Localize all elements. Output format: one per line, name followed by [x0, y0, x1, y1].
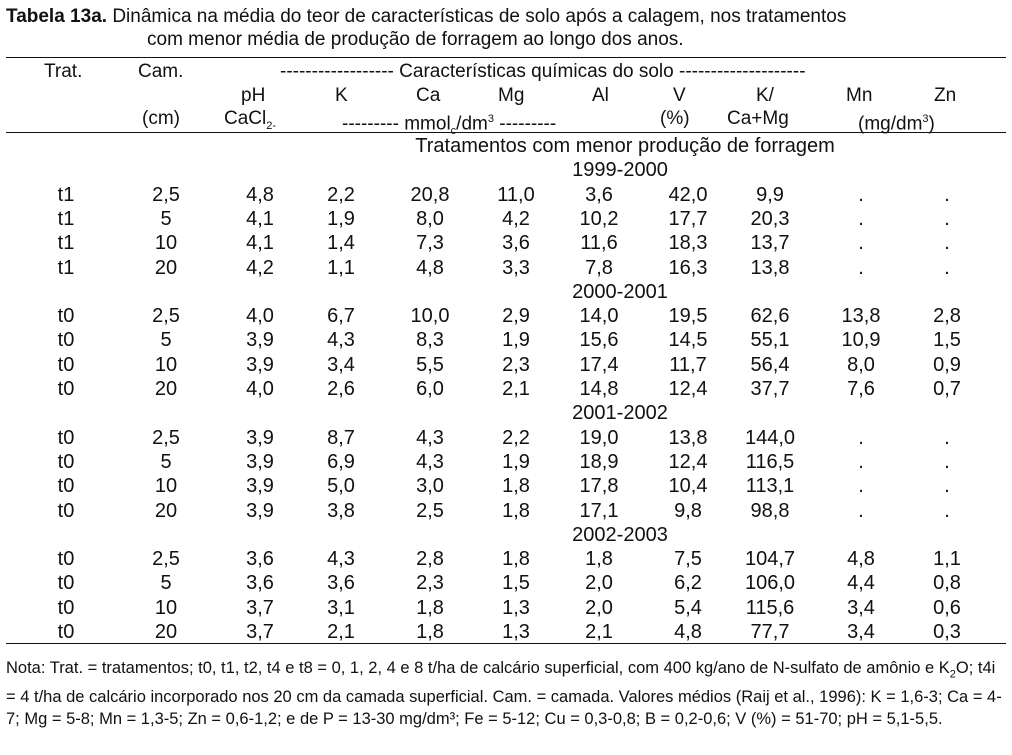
- cell-mg: 1,8: [502, 499, 530, 522]
- cell-cam: 10: [154, 232, 178, 255]
- cell-ph: 3,9: [246, 329, 274, 352]
- cell-ca: 1,8: [416, 596, 444, 619]
- cell-v: 42,0: [668, 183, 708, 206]
- header-v-unit: (%): [660, 108, 690, 129]
- cell-ph: 3,9: [246, 426, 274, 449]
- cell-zn: 0,7: [933, 378, 961, 400]
- header-camg: Ca+Mg: [727, 108, 789, 129]
- cell-trat: t1: [57, 256, 75, 279]
- cell-zn: 0,3: [933, 621, 961, 643]
- cell-mn: 8,0: [847, 353, 875, 376]
- cell-mg: 1,3: [502, 621, 530, 643]
- cell-cam: 2,5: [152, 183, 180, 206]
- cell-trat: t0: [57, 305, 75, 328]
- header-k: K: [335, 85, 348, 106]
- cell-mn: 10,9: [841, 329, 881, 352]
- cell-zn: 1,5: [933, 329, 961, 352]
- header-k-over: K/: [756, 85, 774, 106]
- top-rule: [6, 57, 1006, 58]
- cell-al: 10,2: [579, 207, 619, 230]
- cell-al: 17,4: [579, 353, 619, 376]
- cell-k: 2,1: [327, 621, 355, 643]
- header-trat: Trat.: [44, 61, 83, 82]
- cell-ph: 3,6: [246, 548, 274, 571]
- cell-al: 2,0: [585, 596, 613, 619]
- cell-trat: t1: [57, 183, 75, 206]
- header-mg-unit: $(mg/dm^3)$: [858, 113, 935, 135]
- cell-mg: 3,6: [502, 232, 530, 255]
- cell-k: 1,1: [327, 256, 355, 279]
- cell-ca: 4,3: [416, 426, 444, 449]
- cell-zn: .: [944, 499, 950, 522]
- subtitle: Tratamentos com menor produção de forragem: [415, 135, 835, 157]
- cell-ca: 1,8: [416, 621, 444, 643]
- header-v: V: [673, 85, 686, 106]
- cell-k: 1,9: [327, 207, 355, 230]
- cell-cam: 10: [154, 596, 178, 619]
- cell-mn: 7,6: [847, 378, 875, 400]
- cell-ph: 4,2: [246, 256, 274, 279]
- section-period: 2001-2002: [572, 402, 668, 425]
- cell-al: 2,1: [585, 621, 613, 643]
- header-cm: (cm): [142, 108, 180, 129]
- cell-mn: 4,4: [847, 572, 875, 595]
- cell-k-camg: 9,9: [756, 183, 784, 206]
- cell-ph: 3,9: [246, 450, 274, 473]
- cell-trat: t0: [57, 450, 75, 473]
- cell-mg: 1,9: [502, 329, 530, 352]
- cell-ph: 4,0: [246, 305, 274, 328]
- cell-al: 19,0: [579, 426, 619, 449]
- cell-al: 14,8: [579, 378, 619, 400]
- cell-mn: .: [858, 426, 864, 449]
- cell-al: 17,8: [579, 475, 619, 498]
- cell-k: 6,9: [327, 450, 355, 473]
- cell-zn: .: [944, 207, 950, 230]
- cell-v: 12,4: [668, 378, 708, 400]
- cell-cam: 10: [154, 475, 178, 498]
- cell-cam: 5: [160, 572, 172, 595]
- header-group: ------------------ Características químicas do solo --------------------: [280, 61, 806, 82]
- cell-mg: 1,3: [502, 596, 530, 619]
- cell-mg: 11,0: [497, 183, 535, 206]
- cell-mn: 3,4: [847, 621, 875, 643]
- cell-ca: 8,3: [416, 329, 444, 352]
- cell-ph: 4,8: [246, 183, 274, 206]
- cell-zn: .: [944, 426, 950, 449]
- cell-cam: 20: [154, 256, 178, 279]
- cell-zn: 0,6: [933, 596, 961, 619]
- cell-k-camg: 115,6: [745, 596, 795, 619]
- cell-ph: 3,9: [246, 499, 274, 522]
- cell-mn: 3,4: [847, 596, 875, 619]
- cell-ca: 4,8: [416, 256, 444, 279]
- cell-zn: 1,1: [933, 548, 961, 571]
- cell-mg: 2,3: [502, 353, 530, 376]
- cell-k: 2,2: [327, 183, 355, 206]
- cell-ph: 3,7: [246, 621, 274, 643]
- cell-cam: 5: [160, 450, 172, 473]
- cell-k-camg: 13,7: [750, 232, 790, 255]
- header-mn: Mn: [846, 85, 873, 106]
- header-cam: Cam.: [138, 61, 184, 82]
- cell-ph: 3,9: [246, 475, 274, 498]
- cell-mg: 1,8: [502, 548, 530, 571]
- cell-zn: .: [944, 475, 950, 498]
- section-period: 2000-2001: [572, 280, 668, 303]
- cell-cam: 5: [160, 207, 172, 230]
- cell-v: 16,3: [668, 256, 708, 279]
- cell-ca: 2,3: [416, 572, 444, 595]
- cell-mg: 2,2: [502, 426, 530, 449]
- cell-trat: t0: [57, 548, 75, 571]
- cell-mg: 2,1: [502, 378, 530, 400]
- header-rule: [6, 132, 1006, 133]
- caption-label: Tabela 13a.: [6, 6, 108, 27]
- cell-al: 3,6: [585, 183, 613, 206]
- cell-ph: 4,0: [246, 378, 274, 400]
- cell-mn: .: [858, 183, 864, 206]
- cell-al: 18,9: [579, 450, 619, 473]
- cell-v: 4,8: [674, 621, 702, 643]
- cell-v: 7,5: [674, 548, 702, 571]
- cell-trat: t0: [57, 621, 75, 643]
- cell-al: 11,6: [580, 232, 618, 255]
- cell-k-camg: 106,0: [744, 572, 796, 595]
- cell-k: 8,7: [327, 426, 355, 449]
- cell-cam: 2,5: [152, 305, 180, 328]
- cell-k: 6,7: [327, 305, 355, 328]
- cell-ca: 20,8: [410, 183, 450, 206]
- cell-ca: 10,0: [410, 305, 450, 328]
- cell-zn: .: [944, 232, 950, 255]
- cell-trat: t0: [57, 572, 75, 595]
- cell-mn: 13,8: [841, 305, 881, 328]
- cell-trat: t0: [57, 499, 75, 522]
- cell-mg: 1,5: [502, 572, 530, 595]
- cell-ph: 4,1: [246, 207, 274, 230]
- cell-mn: .: [858, 232, 864, 255]
- cell-k-camg: 20,3: [750, 207, 790, 230]
- cell-k-camg: 116,5: [745, 450, 795, 473]
- section-period: 1999-2000: [572, 159, 668, 182]
- cell-cam: 20: [154, 499, 178, 522]
- cell-cam: 20: [154, 378, 178, 400]
- section-period: 2002-2003: [572, 523, 668, 546]
- cell-mg: 2,9: [502, 305, 530, 328]
- header-zn: Zn: [934, 85, 957, 106]
- cell-cam: 2,5: [152, 548, 180, 571]
- cell-mg: 3,3: [502, 256, 530, 279]
- cell-v: 18,3: [668, 232, 708, 255]
- header-mg: Mg: [498, 85, 525, 106]
- cell-mg: 1,9: [502, 450, 530, 473]
- caption-line2: com menor média de produção de forragem ao longo dos anos.: [147, 29, 684, 50]
- header-al: Al: [592, 85, 609, 106]
- cell-zn: .: [944, 256, 950, 279]
- cell-ph: 3,9: [246, 353, 274, 376]
- cell-k-camg: 55,1: [750, 329, 790, 352]
- cell-mn: .: [858, 499, 864, 522]
- cell-al: 7,8: [585, 256, 613, 279]
- cell-al: 15,6: [579, 329, 619, 352]
- header-ph: pH: [241, 85, 266, 106]
- cell-k-camg: 37,7: [750, 378, 790, 400]
- cell-cam: 5: [160, 329, 172, 352]
- cell-mn: .: [858, 256, 864, 279]
- cell-k: 4,3: [327, 548, 355, 571]
- cell-zn: 0,8: [933, 572, 961, 595]
- cell-k: 3,1: [327, 596, 355, 619]
- bottom-rule: [6, 643, 1006, 644]
- cell-mg: 4,2: [502, 207, 530, 230]
- cell-cam: 20: [154, 621, 178, 643]
- cell-trat: t0: [57, 596, 75, 619]
- cell-trat: t1: [57, 232, 75, 255]
- cell-k-camg: 104,7: [744, 548, 796, 571]
- cell-ph: 3,7: [246, 596, 274, 619]
- cell-zn: .: [944, 450, 950, 473]
- cell-v: 13,8: [668, 426, 708, 449]
- cell-trat: t0: [57, 426, 75, 449]
- cell-k-camg: 98,8: [750, 499, 790, 522]
- cell-mn: .: [858, 475, 864, 498]
- cell-al: 17,1: [579, 499, 619, 522]
- cell-k-camg: 13,8: [750, 256, 790, 279]
- cell-v: 19,5: [668, 305, 708, 328]
- cell-ca: 2,8: [416, 548, 444, 571]
- cell-ca: 2,5: [416, 499, 444, 522]
- cell-k-camg: 77,7: [750, 621, 790, 643]
- cell-k: 3,6: [327, 572, 355, 595]
- cell-zn: .: [944, 183, 950, 206]
- cell-v: 5,4: [674, 596, 702, 619]
- cell-cam: 10: [154, 353, 178, 376]
- cell-v: 12,4: [668, 450, 708, 473]
- cell-k-camg: 62,6: [750, 305, 790, 328]
- cell-k-camg: 113,1: [745, 475, 795, 498]
- table-note: Nota: Trat. = tratamentos; t0, t1, t2, t4 e t8 = 0, 1, 2, 4 e 8 t/ha de calcário superficial, com 400 kg/ano de N-sulfato de amônio e $K_2O$; t4i = 4 t/ha de calcário incorporado nos 20 cm da camada superficial. Cam. = camada. Valores médios (Raij et al., 1996): K = 1,6-3; Ca = 4-7; Mg = 5-8; Mn = 1,3-5; Zn = 0,6-1,2; e de P = 13-30 mg/dm³; Fe = 5-12; Cu = 0,3-0,8; B = 0,2-0,6; V (%) = 51-70; pH = 5,1-5,5.: [6, 659, 1002, 729]
- cell-ph: 3,6: [246, 572, 274, 595]
- cell-mn: .: [858, 450, 864, 473]
- cell-mg: 1,8: [502, 475, 530, 498]
- cell-ca: 8,0: [416, 207, 444, 230]
- cell-trat: t0: [57, 378, 75, 400]
- cell-v: 10,4: [668, 475, 708, 498]
- cell-v: 11,7: [669, 353, 707, 376]
- cell-v: 14,5: [668, 329, 708, 352]
- cell-mn: .: [858, 207, 864, 230]
- cell-al: 1,8: [585, 548, 613, 571]
- header-mmol: --------- $mmol_c/dm^3$ ---------: [342, 113, 557, 138]
- cell-v: 17,7: [668, 207, 708, 230]
- cell-trat: t1: [57, 207, 75, 230]
- cell-k-camg: 144,0: [744, 426, 796, 449]
- cell-k: 1,4: [327, 232, 355, 255]
- cell-k: 3,8: [327, 499, 355, 522]
- header-cacl: CaCl$_{2-}$: [224, 108, 277, 132]
- cell-cam: 2,5: [152, 426, 180, 449]
- table-caption: [6, 5, 1006, 51]
- cell-ca: 3,0: [416, 475, 444, 498]
- cell-k: 3,4: [327, 353, 355, 376]
- cell-ph: 4,1: [246, 232, 274, 255]
- caption-line1: Dinâmica na média do teor de características de solo após a calagem, nos tratamentos: [112, 6, 847, 27]
- cell-mn: 4,8: [847, 548, 875, 571]
- cell-k: 4,3: [327, 329, 355, 352]
- cell-k: 2,6: [327, 378, 355, 400]
- cell-al: 14,0: [579, 305, 619, 328]
- cell-ca: 5,5: [416, 353, 444, 376]
- cell-ca: 7,3: [416, 232, 444, 255]
- header-ca: Ca: [416, 85, 441, 106]
- cell-ca: 4,3: [416, 450, 444, 473]
- cell-zn: 2,8: [933, 305, 961, 328]
- cell-zn: 0,9: [933, 353, 961, 376]
- cell-k: 5,0: [327, 475, 355, 498]
- cell-k-camg: 56,4: [750, 353, 790, 376]
- cell-v: 6,2: [674, 572, 702, 595]
- cell-v: 9,8: [674, 499, 702, 522]
- cell-trat: t0: [57, 353, 75, 376]
- cell-ca: 6,0: [416, 378, 444, 400]
- cell-al: 2,0: [585, 572, 613, 595]
- cell-trat: t0: [57, 329, 75, 352]
- cell-trat: t0: [57, 475, 75, 498]
